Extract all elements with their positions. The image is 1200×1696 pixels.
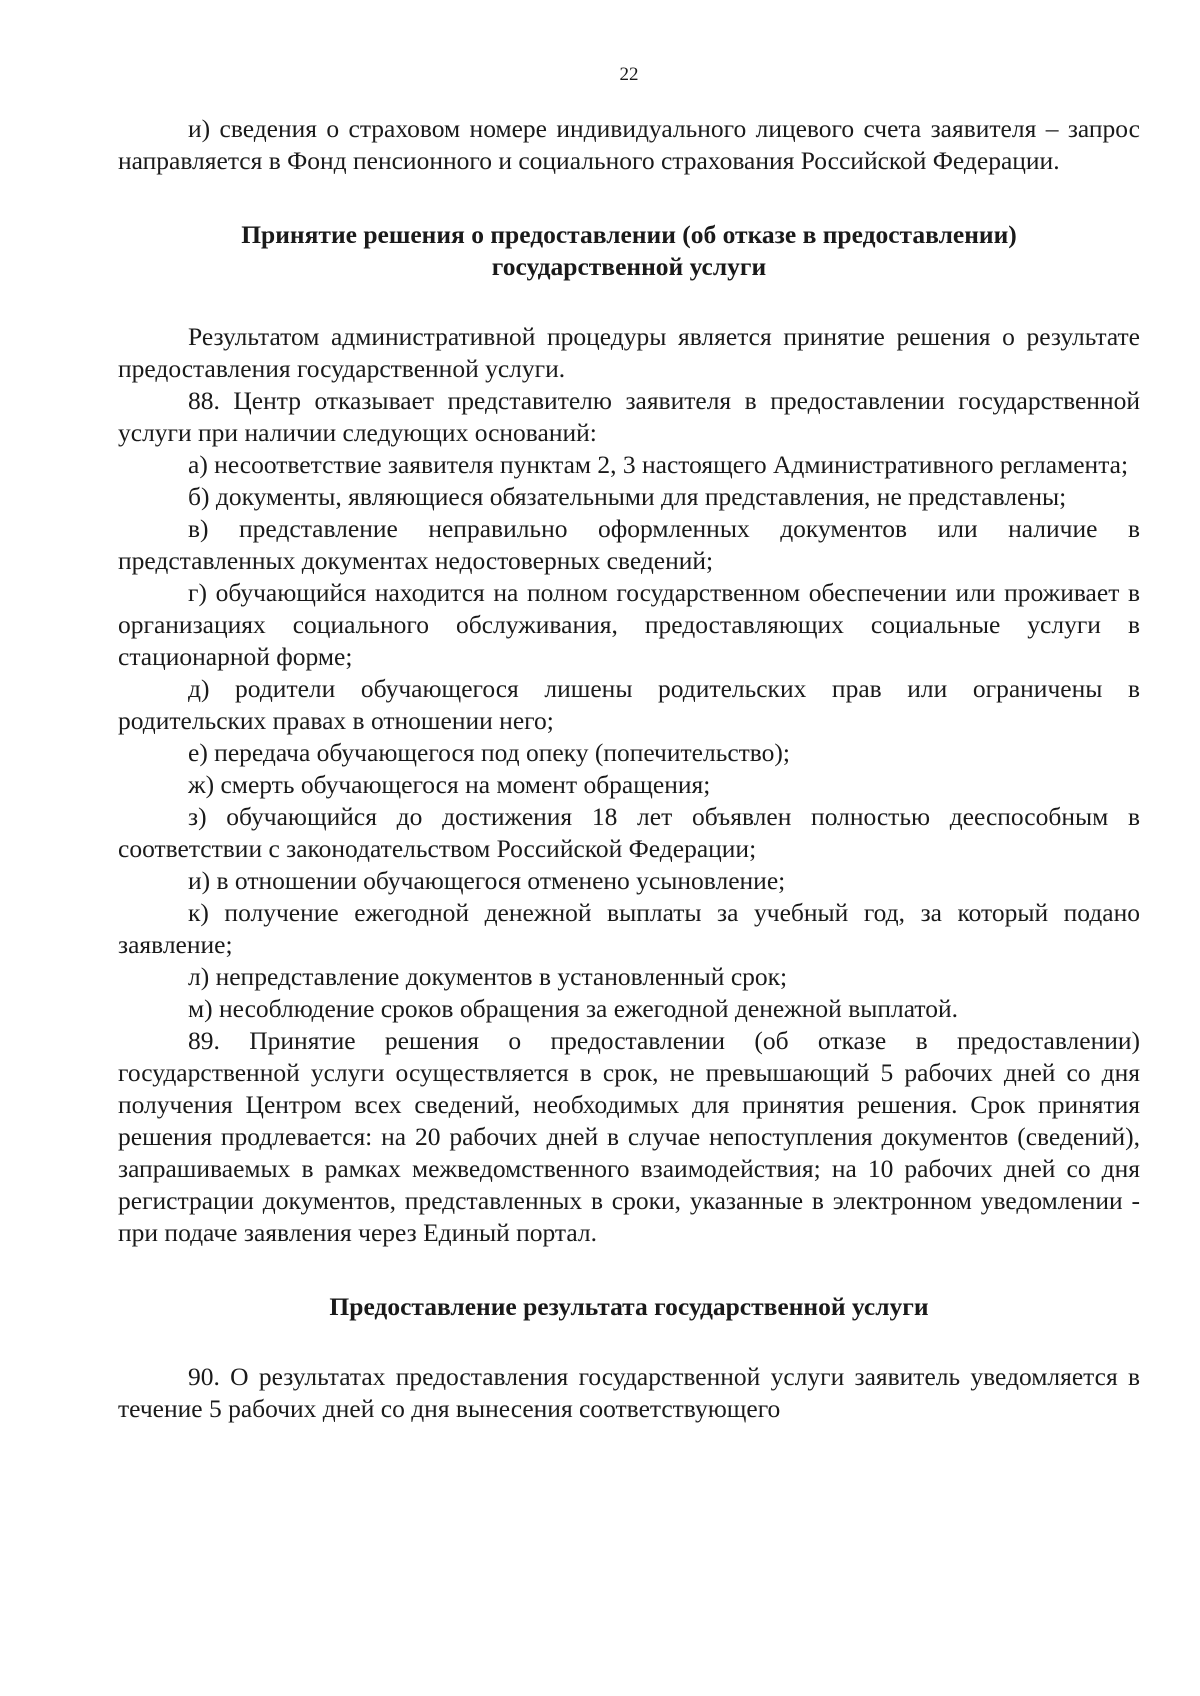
list-item: к) получение ежегодной денежной выплаты за учебный год, за который подано заявление; xyxy=(118,898,1140,959)
paragraph: Результатом административной процедуры является принятие решения о результате предоставления государственной услуги. xyxy=(118,322,1140,383)
list-item: а) несоответствие заявителя пунктам 2, 3 настоящего Административного регламента; xyxy=(188,450,1129,479)
section-decision-body xyxy=(118,321,1140,1249)
paragraph: 89. Принятие решения о предоставлении (об отказе в предоставлении) государственной услуги осуществляется в срок, не превышающий 5 рабочих дней со дня получения Центром всех сведений, необходимых для принятия решения. Срок принятия решения продлевается: на 20 рабочих дней в случае непоступления документов (сведений), запрашиваемых в рамках межведомственного взаимодействия; на 10 рабочих дней со дня регистрации документов, представленных в сроки, указанные в электронном уведомлении - при подаче заявления через Единый портал. xyxy=(118,1026,1140,1247)
section-heading-line: государственной услуги xyxy=(491,252,767,281)
paragraph: 90. О результатах предоставления государственной услуги заявитель уведомляется в течение 5 рабочих дней со дня вынесения соответствующего xyxy=(118,1362,1140,1423)
section-result-body xyxy=(118,1361,1140,1425)
list-item: д) родители обучающегося лишены родительских прав или ограничены в родительских правах в отношении него; xyxy=(118,674,1140,735)
paragraph: 88. Центр отказывает представителю заявителя в предоставлении государственной услуги при наличии следующих оснований: xyxy=(118,386,1140,447)
document-body xyxy=(118,113,1140,1425)
section-heading-line: Принятие решения о предоставлении (об отказе в предоставлении) xyxy=(241,220,1017,249)
list-item: з) обучающийся до достижения 18 лет объявлен полностью дееспособным в соответствии с законодательством Российской Федерации; xyxy=(118,802,1140,863)
list-item: в) представление неправильно оформленных документов или наличие в представленных документах недостоверных сведений; xyxy=(118,514,1140,575)
list-item: е) передача обучающегося под опеку (попечительство); xyxy=(188,738,790,767)
list-item: л) непредставление документов в установленный срок; xyxy=(188,962,788,991)
intro-paragraph: и) сведения о страховом номере индивидуального лицевого счета заявителя – запрос направляется в Фонд пенсионного и социального страхования Российской Федерации. xyxy=(118,114,1140,175)
list-item: г) обучающийся находится на полном государственном обеспечении или проживает в организациях социального обслуживания, предоставляющих социальные услуги в стационарной форме; xyxy=(118,578,1140,671)
page-number: 22 xyxy=(619,64,639,85)
section-heading-result: Предоставление результата государственной услуги xyxy=(329,1292,929,1321)
list-item: б) документы, являющиеся обязательными для представления, не представлены; xyxy=(188,482,1067,511)
list-item: и) в отношении обучающегося отменено усыновление; xyxy=(188,866,786,895)
section-heading-decision xyxy=(118,219,1140,283)
list-item: ж) смерть обучающегося на момент обращения; xyxy=(188,770,711,799)
list-item: м) несоблюдение сроков обращения за ежегодной денежной выплатой. xyxy=(188,994,958,1023)
